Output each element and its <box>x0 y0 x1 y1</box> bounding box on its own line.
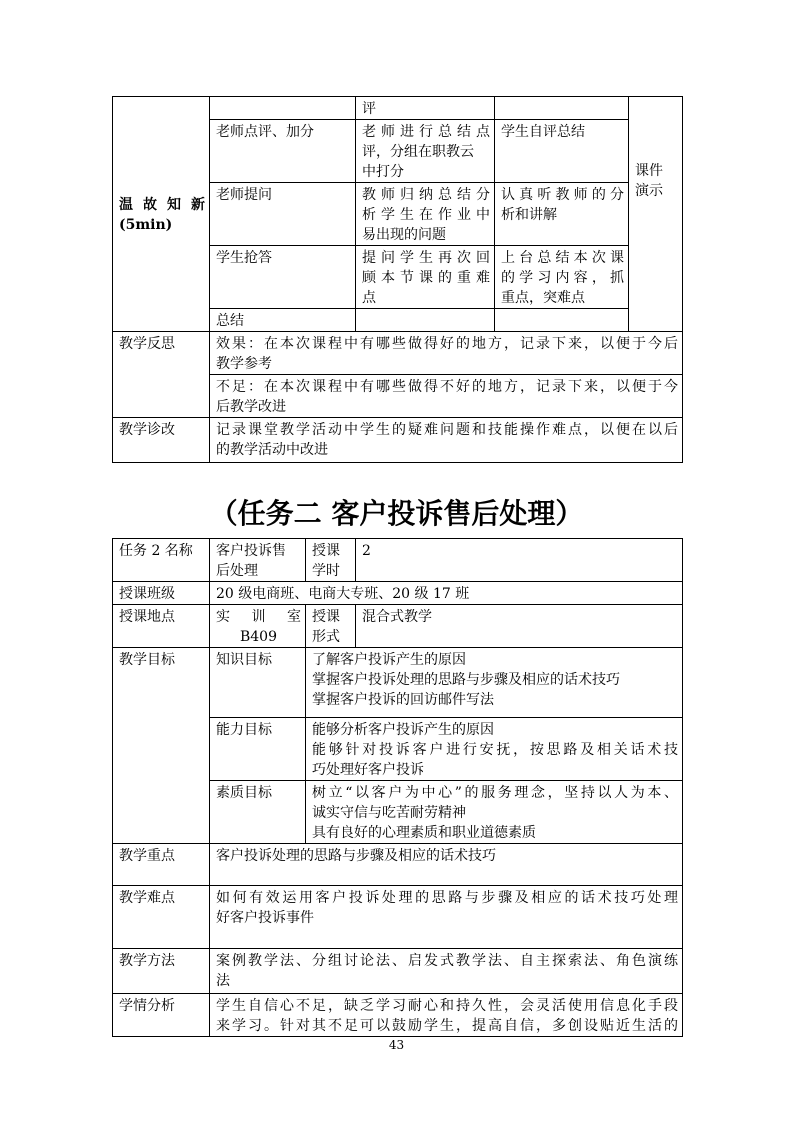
page-number: 43 <box>388 1038 405 1052</box>
resource-text: 课件 <box>635 163 663 179</box>
activity-name: 老师点评、加分 <box>216 124 314 140</box>
student-activity-text: 认真听教师的分 <box>501 187 624 203</box>
objective-type-label: 素质目标 <box>216 785 272 801</box>
row-label: 教学方法 <box>119 953 175 969</box>
reflection-effect-text: 效果：在本次课程中有哪些做得好的地方，记录下来，以便于今后 <box>216 336 678 352</box>
cell <box>210 183 356 246</box>
reflection-shortfall-text: 后教学改进 <box>216 399 286 415</box>
cell <box>210 97 356 120</box>
quality-objective: 树立“以客户为中心”的服务理念，坚持以人为本、 <box>312 785 678 801</box>
quality-objective: 诚实守信与吃苦耐劳精神 <box>312 805 466 821</box>
cell <box>210 120 356 183</box>
cell <box>306 605 356 648</box>
cell <box>356 246 495 309</box>
cell <box>210 582 683 605</box>
teacher-activity-text: 教师归纳总结分 <box>362 187 490 203</box>
resource-text: 演示 <box>635 183 663 199</box>
cell-text: 评 <box>362 101 376 117</box>
task-name-text: 后处理 <box>216 563 258 579</box>
section-duration: (5min) <box>119 217 173 233</box>
cell <box>495 309 629 332</box>
student-activity-text: 重点，突难点 <box>501 290 585 306</box>
cell <box>306 539 356 582</box>
row-label: 教学目标 <box>119 652 175 668</box>
diagnosis-text: 的教学活动中改进 <box>216 442 328 458</box>
reflection-effect-text: 教学参考 <box>216 356 272 372</box>
cell <box>356 120 495 183</box>
cell <box>210 994 683 1037</box>
cell <box>495 97 629 120</box>
teacher-activity-text: 评，分组在职教云 <box>362 144 474 160</box>
activity-name: 学生抢答 <box>216 250 272 266</box>
cell <box>210 375 683 418</box>
cell <box>113 949 210 994</box>
teacher-activity-text: 点 <box>362 290 376 306</box>
reflection-shortfall-text: 不足：在本次课程中有哪些做得不好的地方，记录下来，以便于今 <box>216 379 678 395</box>
cell <box>495 183 629 246</box>
cell <box>356 605 683 648</box>
cell <box>210 844 683 886</box>
cell <box>210 718 306 781</box>
teacher-activity-text: 顾本节课的重难 <box>362 270 490 286</box>
teacher-activity-text: 易出现的问题 <box>362 227 446 243</box>
form-label: 授课 <box>312 609 340 625</box>
row-label: 教学反思 <box>119 336 175 352</box>
objective-type-label: 知识目标 <box>216 652 272 668</box>
location-text: 实 训 室 <box>216 609 301 625</box>
analysis-text: 来学习。针对其不足可以鼓励学生，提高自信，多创设贴近生活的 <box>216 1018 678 1034</box>
methods-text: 案例教学法、分组讨论法、启发式教学法、自主探索法、角色演练 <box>216 953 678 969</box>
cell <box>210 539 306 582</box>
difficulty-text: 好客户投诉事件 <box>216 910 314 926</box>
teacher-activity-text: 提问学生再次回 <box>362 250 490 266</box>
cell <box>113 605 210 648</box>
ability-objective: 能够针对投诉客户进行安抚，按思路及相关话术技 <box>312 742 678 758</box>
row-label: 教学诊改 <box>119 422 175 438</box>
row-label: 教学难点 <box>119 890 175 906</box>
cell <box>113 332 210 418</box>
task-name-text: 客户投诉售 <box>216 543 286 559</box>
cell <box>306 718 683 781</box>
cell <box>113 648 210 844</box>
cell <box>495 120 629 183</box>
cell <box>113 539 210 582</box>
student-activity-text: 上台总结本次课 <box>501 250 624 266</box>
teacher-activity-text: 老师进行总结点 <box>362 124 490 140</box>
knowledge-objective: 掌握客户投诉处理的思路与步骤及相应的话术技巧 <box>312 672 620 688</box>
form-value: 混合式教学 <box>362 609 432 625</box>
focus-text: 客户投诉处理的思路与步骤及相应的话术技巧 <box>216 848 496 864</box>
difficulty-text: 如何有效运用客户投诉处理的思路与步骤及相应的话术技巧处理 <box>216 890 678 906</box>
row-label: 学情分析 <box>119 998 175 1014</box>
ability-objective: 能够分析客户投诉产生的原因 <box>312 722 494 738</box>
row-label: 任务 2 名称 <box>119 543 193 559</box>
cell <box>495 246 629 309</box>
lesson-activity-table <box>112 96 683 463</box>
cell <box>356 183 495 246</box>
cell <box>210 648 306 718</box>
cell <box>306 648 683 718</box>
cell <box>113 994 210 1037</box>
hours-value: 2 <box>362 543 371 559</box>
student-activity-text: 的学习内容，抓 <box>501 270 624 286</box>
task-heading: （任务二 客户投诉售后处理） <box>209 497 584 530</box>
cell <box>113 418 210 463</box>
cell <box>356 539 683 582</box>
row-label: 授课地点 <box>119 609 175 625</box>
class-value: 20 级电商班、电商大专班、20 级 17 班 <box>216 586 470 602</box>
location-text: B409 <box>239 629 277 645</box>
activity-name: 总结 <box>216 313 244 329</box>
cell <box>113 844 210 886</box>
cell <box>113 582 210 605</box>
knowledge-objective: 掌握客户投诉的回访邮件写法 <box>312 692 494 708</box>
ability-objective: 巧处理好客户投诉 <box>312 762 424 778</box>
cell <box>210 332 683 375</box>
quality-objective: 具有良好的心理素质和职业道德素质 <box>312 825 536 841</box>
row-label: 授课班级 <box>119 586 175 602</box>
knowledge-objective: 了解客户投诉产生的原因 <box>312 652 466 668</box>
hours-label: 授课 <box>312 543 340 559</box>
cell <box>356 309 495 332</box>
cell <box>210 418 683 463</box>
hours-label: 学时 <box>312 563 340 579</box>
row-label: 教学重点 <box>119 848 175 864</box>
student-activity-text: 析和讲解 <box>501 207 557 223</box>
student-activity-text: 学生自评总结 <box>501 124 585 140</box>
cell <box>210 886 683 949</box>
cell <box>210 949 683 994</box>
activity-name: 老师提问 <box>216 187 272 203</box>
task-info-table <box>112 538 683 1037</box>
cell <box>210 309 356 332</box>
cell <box>306 781 683 844</box>
cell <box>113 886 210 949</box>
teacher-activity-text: 中打分 <box>362 164 404 180</box>
analysis-text: 学生自信心不足，缺乏学习耐心和持久性，会灵活使用信息化手段 <box>216 998 678 1014</box>
teacher-activity-text: 析学生在作业中 <box>362 207 490 223</box>
section-cell <box>113 97 210 332</box>
cell <box>210 246 356 309</box>
cell <box>356 97 495 120</box>
methods-text: 法 <box>216 973 230 989</box>
resource-cell <box>629 97 683 332</box>
cell <box>210 605 306 648</box>
form-label: 形式 <box>312 629 340 645</box>
section-label: 温故知新 <box>119 197 205 213</box>
objective-type-label: 能力目标 <box>216 722 272 738</box>
cell <box>210 781 306 844</box>
diagnosis-text: 记录课堂教学活动中学生的疑难问题和技能操作难点，以便在以后 <box>216 422 678 438</box>
